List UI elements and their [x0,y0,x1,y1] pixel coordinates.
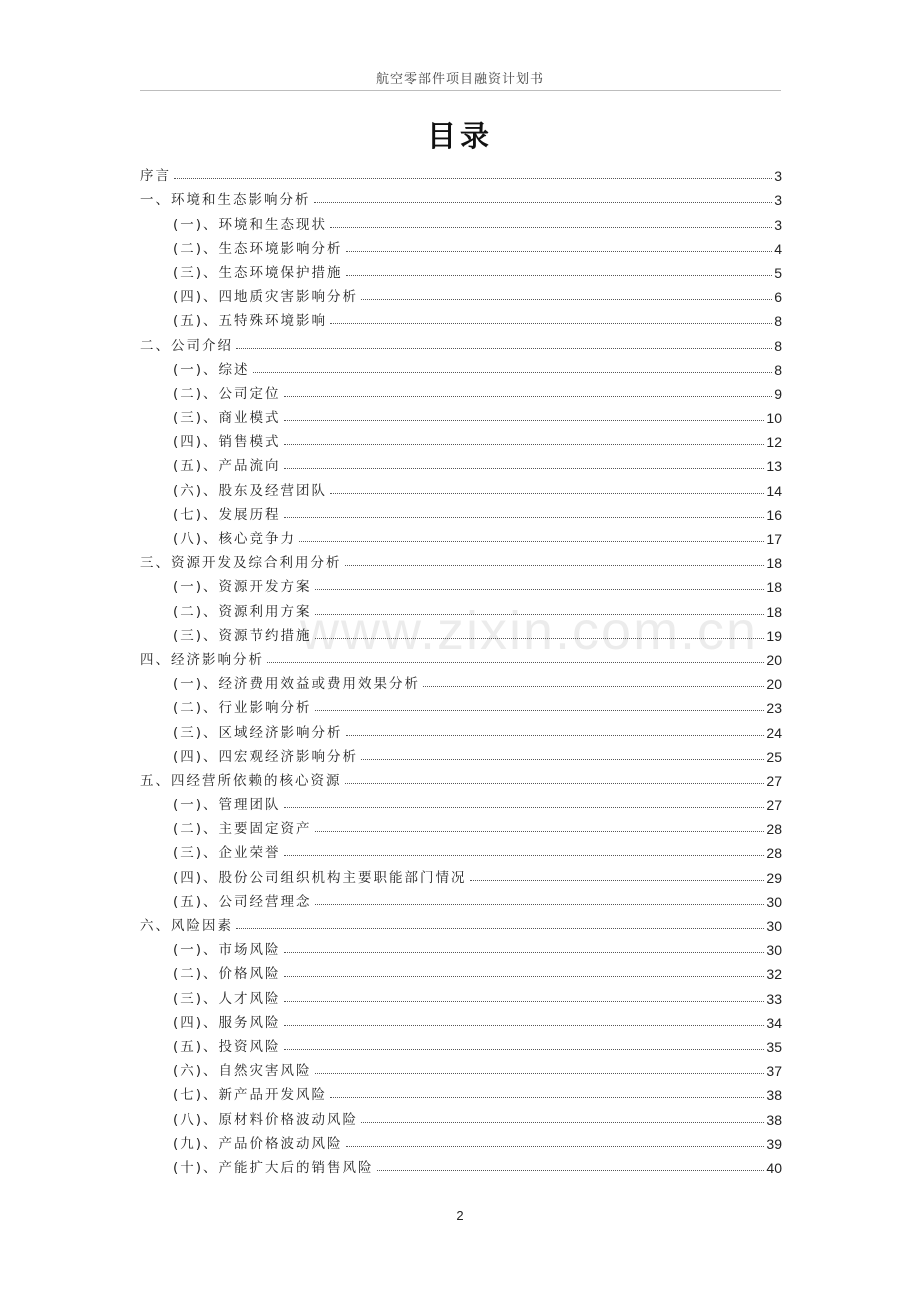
toc-entry-page: 5 [774,264,782,281]
toc-subsection-entry[interactable] [140,426,782,450]
toc-entry-page: 37 [766,1063,782,1080]
toc-entry-text: (六)、股东及经营团队 [173,482,328,499]
toc-entry-text: 四、经济影响分析 [140,651,264,668]
toc-subsection-entry[interactable] [140,450,782,474]
toc-entry-text: (九)、产品价格波动风险 [173,1135,343,1152]
toc-entry-text: (八)、原材料价格波动风险 [173,1111,359,1128]
toc-entry-page: 13 [766,458,782,475]
toc-entry-page: 18 [766,603,782,620]
dot-leader [284,807,765,808]
dot-leader [284,517,765,518]
toc-entry-page: 34 [766,1014,782,1031]
toc-entry-text: (一)、市场风险 [173,942,281,959]
watermark: www.zixin.com.cn [300,601,759,661]
toc-entry-text: 一、环境和生态影响分析 [140,192,311,209]
dot-leader [299,541,764,542]
dot-leader [330,493,764,494]
toc-subsection-entry[interactable] [140,886,782,910]
toc-subsection-entry[interactable] [140,281,782,305]
toc-subsection-entry[interactable] [140,1152,782,1176]
toc-entry-page: 32 [766,966,782,983]
dot-leader [284,1025,765,1026]
toc-subsection-entry[interactable] [140,716,782,740]
toc-entry-page: 17 [766,531,782,547]
toc-entry-text: (四)、四地质灾害影响分析 [173,289,359,306]
toc-entry-text: (二)、生态环境影响分析 [173,240,343,257]
toc-subsection-entry[interactable] [140,982,782,1006]
toc-subsection-entry[interactable] [140,1103,782,1127]
toc-entry-page: 28 [766,845,782,862]
toc-entry-page: 27 [766,772,782,789]
toc-subsection-entry[interactable] [140,499,782,523]
toc-subsection-entry[interactable] [140,474,782,498]
toc-subsection-entry[interactable] [140,861,782,885]
dot-leader [174,178,772,179]
toc-entry-text: 五、四经营所依赖的核心资源 [140,772,342,789]
dot-leader [423,686,764,687]
toc-section-entry[interactable] [140,160,782,184]
toc-subsection-entry[interactable] [140,837,782,861]
toc-subsection-entry[interactable] [140,934,782,958]
toc-entry-page: 8 [774,337,782,354]
toc-entry-page: 18 [766,579,782,596]
dot-leader [284,1049,765,1050]
toc-entry-page: 29 [766,869,782,886]
toc-entry-text: (五)、五特殊环境影响 [173,313,328,330]
toc-section-entry[interactable] [140,329,782,353]
dot-leader [284,420,765,421]
toc-entry-page: 25 [766,748,782,765]
dot-leader [345,565,765,566]
toc-section-entry[interactable] [140,547,782,571]
dot-leader [315,710,765,711]
toc-entry-page: 38 [766,1087,782,1104]
toc-entry-page: 28 [766,821,782,838]
toc-entry-page: 10 [766,410,782,427]
dot-leader [284,1001,765,1002]
toc-entry-page: 40 [766,1159,782,1176]
toc-entry-text: (四)、服务风险 [173,1014,281,1031]
toc-entry-page: 8 [774,361,782,378]
toc-entry-text: 六、风险因素 [140,918,233,934]
toc-entry-page: 30 [766,918,782,934]
toc-subsection-entry[interactable] [140,257,782,281]
dot-leader [330,227,772,228]
toc-subsection-entry[interactable] [140,1007,782,1031]
toc-entry-text: (一)、管理团队 [173,797,281,814]
toc-subsection-entry[interactable] [140,668,782,692]
toc-entry-text: (三)、区域经济影响分析 [173,724,343,741]
dot-leader [345,783,765,784]
dot-leader [330,1097,764,1098]
toc-subsection-entry[interactable] [140,692,782,716]
toc-entry-text: (一)、环境和生态现状 [173,216,328,233]
dot-leader [361,759,764,760]
toc-subsection-entry[interactable] [140,354,782,378]
toc-subsection-entry[interactable] [140,305,782,329]
toc-entry-page: 3 [774,168,782,185]
toc-subsection-entry[interactable] [140,958,782,982]
toc-entry-text: 二、公司介绍 [140,337,233,354]
dot-leader [267,662,764,663]
dot-leader [346,1146,765,1147]
toc-entry-page: 27 [766,797,782,814]
toc-subsection-entry[interactable] [140,571,782,595]
toc-entry-text: (三)、商业模式 [173,410,281,427]
toc-entry-text: (四)、股份公司组织机构主要职能部门情况 [173,869,467,886]
toc-entry-text: (四)、四宏观经济影响分析 [173,748,359,765]
toc-entry-text: 序言 [140,168,171,185]
toc-subsection-entry[interactable] [140,1128,782,1152]
toc-entry-text: (四)、销售模式 [173,434,281,451]
dot-leader [346,735,765,736]
toc-entry-page: 3 [774,192,782,209]
dot-leader [284,952,765,953]
toc-entry-text: (七)、新产品开发风险 [173,1087,328,1104]
dot-leader [314,202,773,203]
dot-leader [315,904,765,905]
dot-leader [236,348,772,349]
toc-section-entry[interactable] [140,184,782,208]
toc-entry-page: 38 [766,1111,782,1128]
toc-entry-page: 9 [774,385,782,402]
toc-entry-text: (二)、主要固定资产 [173,821,312,838]
toc-entry-page: 24 [766,724,782,741]
toc-entry-text: (二)、资源利用方案 [173,603,312,620]
toc-entry-page: 20 [766,651,782,668]
document-header: 航空零部件项目融资计划书 [375,72,544,87]
toc-subsection-entry[interactable] [140,789,782,813]
dot-leader [284,976,765,977]
toc-title: 目录 [426,119,493,153]
page-number: 2 [456,1208,464,1223]
dot-leader [361,299,772,300]
dot-leader [253,372,773,373]
dot-leader [236,928,764,929]
toc-entry-text: (二)、价格风险 [173,966,281,983]
toc-entry-text: (二)、公司定位 [173,385,281,402]
toc-entry-text: (七)、发展历程 [173,506,281,523]
toc-entry-text: (二)、行业影响分析 [173,700,312,717]
dot-leader [315,831,765,832]
toc-entry-text: (五)、投资风险 [173,1038,281,1055]
dot-leader [377,1170,765,1171]
toc-entry-page: 4 [774,240,782,257]
toc-subsection-entry[interactable] [140,741,782,765]
dot-leader [315,1073,765,1074]
toc-section-entry[interactable] [140,910,782,934]
toc-entry-text: (三)、生态环境保护措施 [173,264,343,281]
toc-entry-text: 三、资源开发及综合利用分析 [140,555,342,572]
toc-subsection-entry[interactable] [140,402,782,426]
dot-leader [330,323,772,324]
toc-entry-page: 19 [766,627,782,644]
dot-leader [346,251,773,252]
toc-subsection-entry[interactable] [140,233,782,257]
toc-entry-page: 23 [766,700,782,717]
toc-entry-page: 20 [766,676,782,693]
toc-entry-text: (五)、公司经营理念 [173,893,312,910]
toc-subsection-entry[interactable] [140,1031,782,1055]
toc-entry-text: (三)、资源节约措施 [173,627,312,644]
toc-entry-page: 16 [766,506,782,523]
toc-subsection-entry[interactable] [140,1055,782,1079]
toc-entry-page: 30 [766,942,782,959]
toc-entry-text: (十)、产能扩大后的销售风险 [173,1159,374,1176]
toc-entry-page: 33 [766,990,782,1007]
dot-leader [470,880,765,881]
toc-entry-text: (六)、自然灾害风险 [173,1063,312,1080]
toc-subsection-entry[interactable] [140,1079,782,1103]
toc-entry-text: (一)、资源开发方案 [173,579,312,596]
toc-entry-page: 14 [766,482,782,499]
toc-entry-page: 6 [774,289,782,306]
toc-subsection-entry[interactable] [140,378,782,402]
toc-entry-page: 3 [774,216,782,233]
dot-leader [361,1122,764,1123]
toc-entry-page: 18 [766,555,782,572]
toc-entry-text: (八)、核心竞争力 [173,531,297,547]
table-of-contents [140,160,782,1176]
toc-entry-text: (一)、综述 [173,361,250,378]
toc-entry-page: 30 [766,893,782,910]
dot-leader [346,275,773,276]
toc-entry-text: (一)、经济费用效益或费用效果分析 [173,676,421,693]
toc-section-entry[interactable] [140,765,782,789]
toc-entry-text: (五)、产品流向 [173,458,281,475]
toc-entry-page: 12 [766,434,782,451]
toc-entry-text: (三)、企业荣誉 [173,845,281,862]
toc-subsection-entry[interactable] [140,813,782,837]
toc-entry-page: 35 [766,1038,782,1055]
dot-leader [284,396,773,397]
toc-subsection-entry[interactable] [140,523,782,547]
dot-leader [284,855,765,856]
dot-leader [284,468,765,469]
toc-entry-page: 39 [766,1135,782,1152]
header-divider [140,90,781,91]
toc-entry-page: 8 [774,313,782,330]
dot-leader [284,444,765,445]
toc-entry-text: (三)、人才风险 [173,990,281,1007]
toc-subsection-entry[interactable] [140,208,782,232]
dot-leader [315,589,765,590]
